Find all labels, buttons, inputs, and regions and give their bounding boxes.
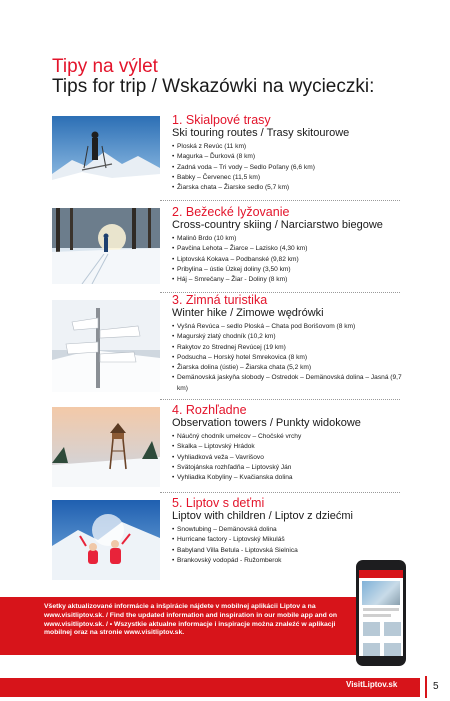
section-subtitle: Winter hike / Zimowe wędrówki [172,307,324,319]
section-divider [160,492,400,493]
list-item: • Magurský zlatý chodník (10,2 km) [172,332,404,342]
page-number: 5 [433,681,439,692]
page-title-en-pl: Tips for trip / Wskazówki na wycieczki: [52,76,375,97]
list-item: • Háj – Smrečany – Žiar - Doliny (8 km) [172,275,404,285]
mobile-app-phone-image [356,560,406,666]
section-subtitle: Observation towers / Punkty widokowe [172,417,361,429]
list-item: • Vyhliadka Kobyliny – Kvačianska dolina [172,473,404,483]
footer-website-link[interactable]: VisitLiptov.sk [346,680,398,689]
list-item: • Liptovská Kokava – Podbanské (9,82 km) [172,255,404,265]
section-title: 2. Bežecké lyžovanie [172,205,290,219]
section-title: 4. Rozhľadne [172,403,247,417]
cross-country-photo [52,208,160,284]
children-photo [52,500,160,580]
section-title: 5. Liptov s deťmi [172,496,265,510]
section-title: 1. Skialpové trasy [172,113,271,127]
list-item: • Žiarska chata – Žiarske sedlo (5,7 km) [172,183,404,193]
list-item: • Skalka – Liptovský Hrádok [172,442,404,452]
phone-screen [359,570,403,656]
list-item: • Vyšná Revúca – sedlo Ploská – Chata pod Borišovom (8 km) [172,322,404,332]
list-item: • Magurka – Ďurková (8 km) [172,152,404,162]
list-item: • Malinô Brdo (10 km) [172,234,404,244]
list-item: • Snowtubing – Demänovská dolina [172,525,404,535]
app-info-banner [0,597,356,655]
list-item: • Hurricane factory - Liptovský Mikuláš [172,535,404,545]
ski-touring-photo [52,116,160,192]
winter-hike-photo [52,300,160,392]
route-list [172,432,404,483]
route-list [172,322,404,394]
page-divider [425,676,427,698]
section-divider [160,200,400,201]
list-item: • Pavčina Lehota – Žiarce – Lazisko (4,30 km) [172,244,404,254]
list-item: • Demänovská jaskyňa slobody – Ostredok – Demänovská dolina – Jasná (9,7 km) [172,373,404,394]
list-item: • Vyhliadková veža – Vavrišovo [172,453,404,463]
banner-text: Všetky aktualizované informácie a inšpirácie nájdete v mobilnej aplikácii Liptov a na www.visitliptov.sk. / Find the updated information and inspiration in our mobile app and on www.visitliptov.sk. / • Wszystkie aktualne informacje i inspiracje można znaleźć w aplikacji mobilnej oraz na stronie www.visitliptov.sk. [44,603,338,637]
list-item: • Podsucha – Horský hotel Smrekovica (8 km) [172,353,404,363]
section-divider [160,399,400,400]
list-item: • Náučný chodník umelcov – Chočské vrchy [172,432,404,442]
section-title: 3. Zimná turistika [172,293,268,307]
route-list [172,142,404,193]
section-subtitle: Cross-country skiing / Narciarstwo biegowe [172,219,383,231]
list-item: • Babyland Villa Betula - Liptovská Sielnica [172,546,404,556]
page-title-sk: Tipy na výlet [52,56,158,77]
route-list [172,234,404,285]
section-subtitle: Ski touring routes / Trasy skitourowe [172,127,350,139]
list-item: • Pribylina – ústie Úzkej doliny (3,50 km) [172,265,404,275]
list-item: • Ploská z Revúc (11 km) [172,142,404,152]
observation-tower-photo [52,407,160,487]
list-item: • Svätojánska rozhľadňa – Liptovský Ján [172,463,404,473]
list-item: • Rakytov zo Strednej Revúcej (19 km) [172,343,404,353]
list-item: • Zadná voda – Tri vody – Sedlo Poľany (6,6 km) [172,163,404,173]
list-item: • Brankovský vodopád - Ružomberok [172,556,404,566]
section-subtitle: Liptov with children / Liptov z dziećmi [172,510,353,522]
list-item: • Žiarska dolina (ústie) – Žiarska chata (5,2 km) [172,363,404,373]
list-item: • Babky – Červenec (11,5 km) [172,173,404,183]
